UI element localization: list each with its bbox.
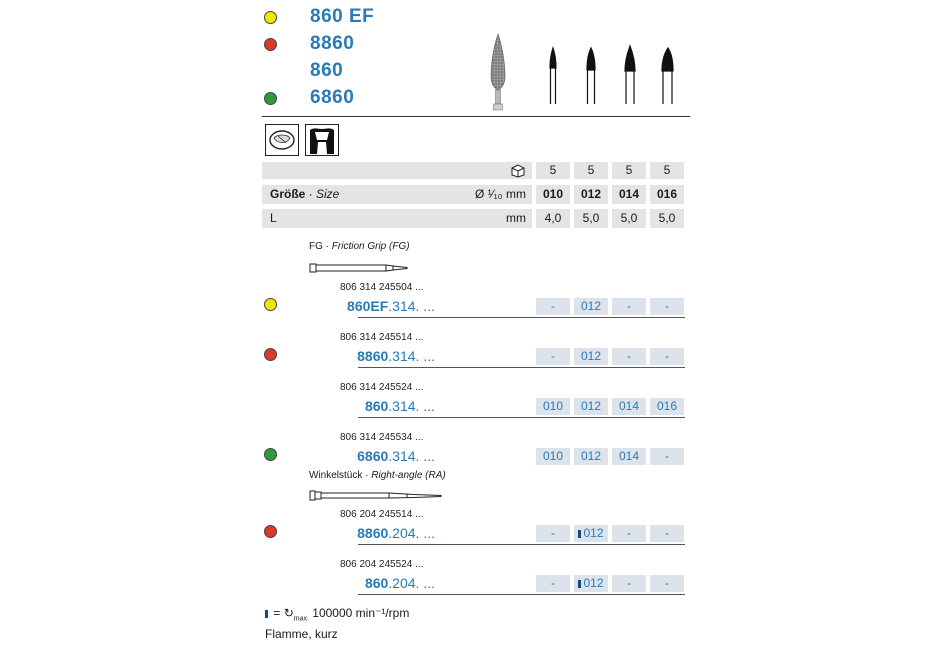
row-divider	[358, 417, 685, 418]
size-availability: 012	[574, 298, 608, 315]
model-8860: 8860	[310, 33, 355, 54]
pack-qty: 5	[574, 162, 608, 179]
size-label: Größe · Size	[270, 187, 340, 201]
size-availability: -	[612, 525, 646, 542]
size-availability: 012	[574, 448, 608, 465]
size-availability: 016	[650, 398, 684, 415]
size-availability: -	[650, 348, 684, 365]
size-availability: -	[650, 448, 684, 465]
green-dot-icon	[264, 92, 277, 105]
size-availability: -	[612, 298, 646, 315]
fg-section-label: FG · Friction Grip (FG)	[309, 241, 410, 252]
size-availability: -	[650, 575, 684, 592]
ref-number: 860EF.314. ...	[347, 298, 435, 314]
header-divider	[262, 116, 690, 117]
red-dot-icon	[264, 38, 277, 51]
size-availability: -	[612, 575, 646, 592]
order-code: 806 314 245534 ...	[340, 432, 424, 443]
shape-description: Flamme, kurz	[265, 627, 338, 641]
rotation-icon: ↻	[283, 606, 294, 620]
size-value: 012	[574, 185, 608, 204]
size-availability: -	[650, 298, 684, 315]
yellow-dot-icon	[264, 11, 277, 24]
size-availability: 012	[574, 398, 608, 415]
length-value: 5,0	[612, 209, 646, 228]
pack-row-band	[262, 162, 532, 179]
row-divider	[358, 317, 685, 318]
model-6860: 6860	[310, 87, 355, 108]
ra-shank-icon	[309, 488, 444, 504]
row-divider	[358, 594, 685, 595]
size-value: 010	[536, 185, 570, 204]
size-availability: -	[650, 525, 684, 542]
model-860: 860	[310, 60, 344, 81]
length-value: 4,0	[536, 209, 570, 228]
ref-number: 6860.314. ...	[357, 448, 435, 464]
order-code: 806 204 245514 ...	[340, 509, 424, 520]
order-code: 806 314 245524 ...	[340, 382, 424, 393]
length-label: L	[270, 211, 277, 225]
pack-qty: 5	[612, 162, 646, 179]
package-icon	[510, 163, 526, 178]
length-unit: mm	[506, 211, 526, 225]
order-code: 806 204 245524 ...	[340, 559, 424, 570]
length-value: 5,0	[574, 209, 608, 228]
size-availability: 012	[574, 575, 608, 592]
pack-qty: 5	[536, 162, 570, 179]
pack-qty: 5	[650, 162, 684, 179]
size-availability: -	[536, 575, 570, 592]
row-divider	[358, 367, 685, 368]
length-value: 5,0	[650, 209, 684, 228]
ref-number: 8860.314. ...	[357, 348, 435, 364]
size-availability: 010	[536, 398, 570, 415]
order-code: 806 314 245514 ...	[340, 332, 424, 343]
ref-number: 860.204. ...	[364, 575, 435, 591]
diamond-bur-image	[483, 32, 513, 112]
speed-legend: = $↻_{max.}$ 100000 min⁻¹/rpm	[265, 606, 409, 622]
size-availability: -	[536, 348, 570, 365]
bur-silhouettes-image	[540, 44, 680, 106]
row-divider	[358, 544, 685, 545]
order-code: 806 314 245504 ...	[340, 282, 424, 293]
size-unit: Ø ¹⁄₁₀ mm	[474, 187, 526, 201]
tooth-crown-icon	[305, 124, 339, 156]
size-availability: -	[612, 348, 646, 365]
speed-marker-icon	[265, 610, 268, 618]
size-value: 016	[650, 185, 684, 204]
model-860ef: 860 EF	[310, 6, 375, 27]
fg-shank-icon	[309, 260, 409, 276]
size-availability: 010	[536, 448, 570, 465]
size-availability: 014	[612, 448, 646, 465]
ref-number: 860.314. ...	[364, 398, 435, 414]
size-availability: -	[536, 298, 570, 315]
ref-number: 8860.204. ...	[357, 525, 435, 541]
ra-section-label: Winkelstück · Right-angle (RA)	[309, 470, 446, 481]
size-availability: -	[536, 525, 570, 542]
size-availability: 012	[574, 348, 608, 365]
speed-marker-icon	[578, 530, 581, 538]
crown-preparation-icon	[265, 124, 299, 156]
speed-marker-icon	[578, 580, 581, 588]
size-availability: 012	[574, 525, 608, 542]
size-availability: 014	[612, 398, 646, 415]
size-value: 014	[612, 185, 646, 204]
